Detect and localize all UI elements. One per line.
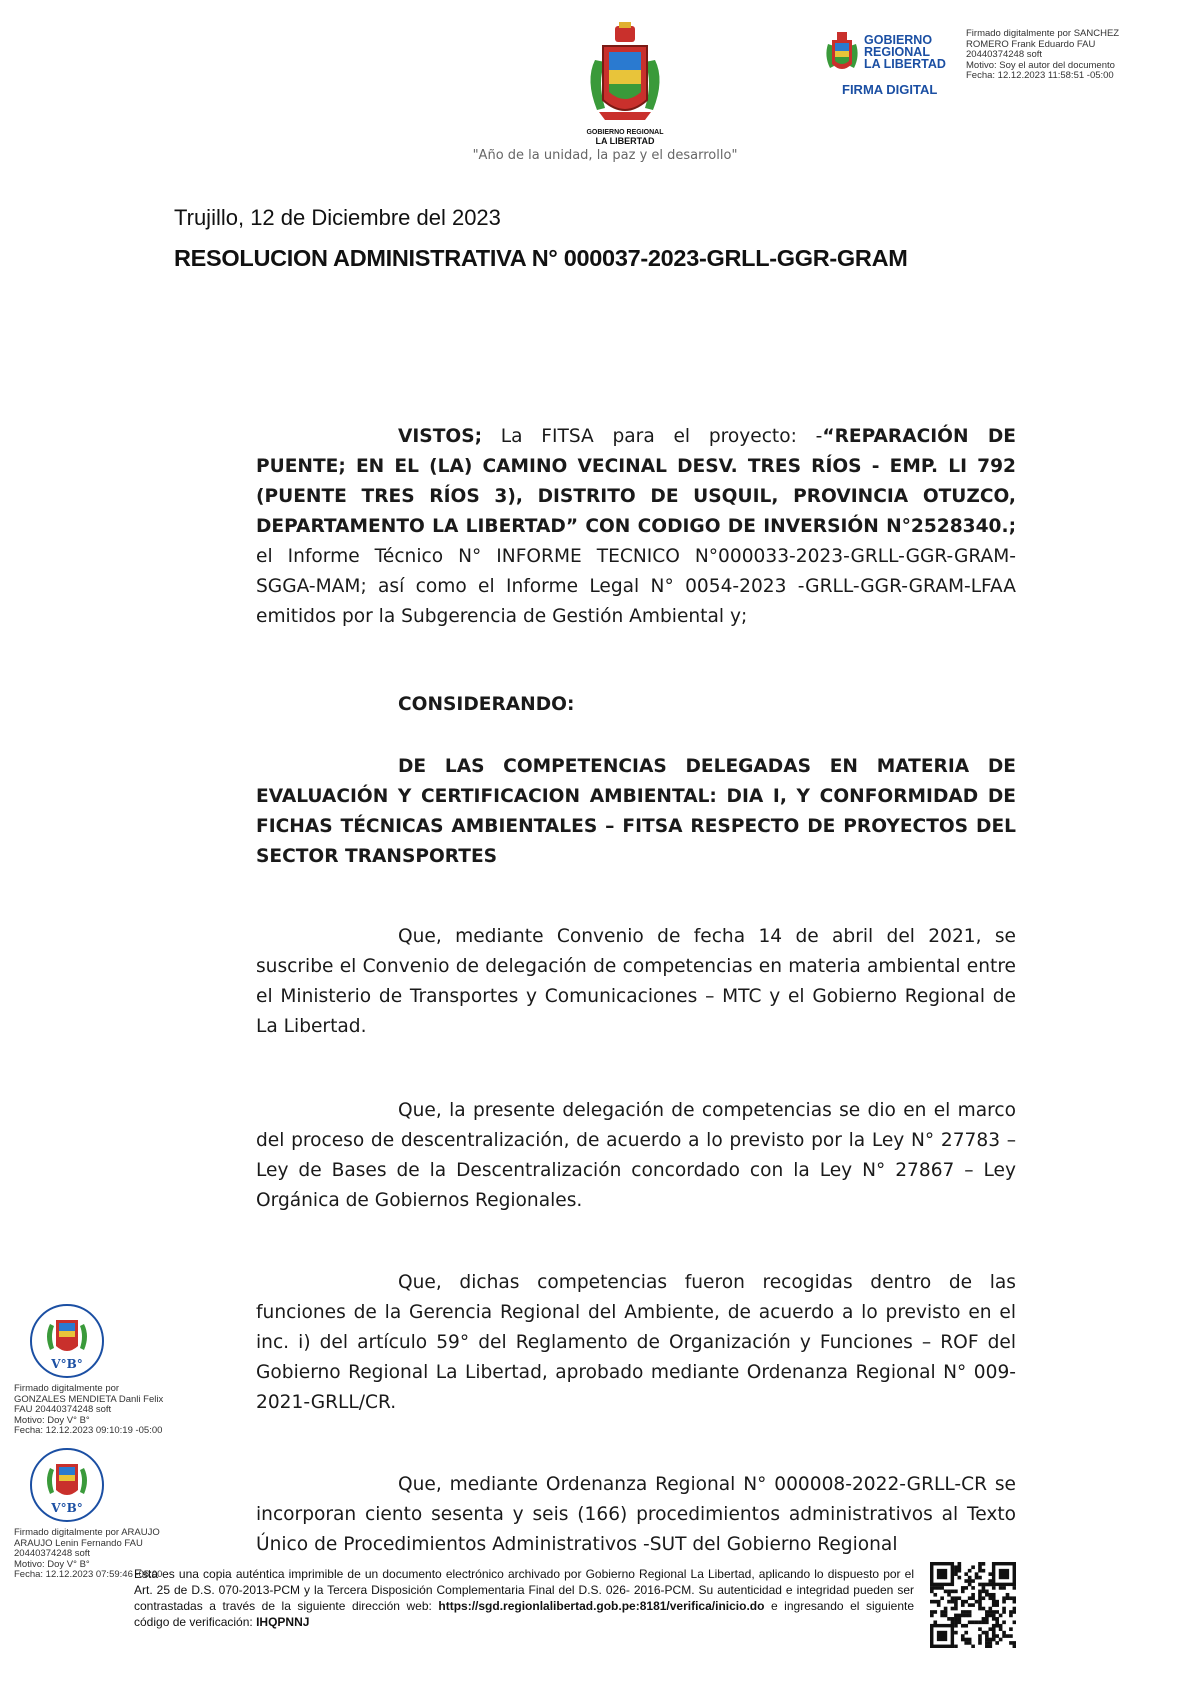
verification-code: IHQPNNJ: [256, 1615, 310, 1629]
paragraph-2: [256, 1096, 1016, 1216]
vobo-stamp-1: [28, 1302, 106, 1380]
verification-url-link[interactable]: https://sgd.regionlalibertad.gob.pe:8181/verifica/inicio.do: [438, 1599, 765, 1613]
paragraph-4-text: Que, mediante Ordenanza Regional N° 000008-2022-GRLL-CR se incorporan ciento sesenta y seis (166) procedimientos administrativos al Texto Único de Procedimientos Administrativos -SUT del Gobierno Regional: [256, 1474, 1016, 1555]
considerando-heading: [256, 690, 1016, 720]
signature-line: ROMERO Frank Eduardo FAU: [966, 38, 1096, 50]
vistos-label: VISTOS;: [398, 426, 483, 447]
stamp-line: Firmado digitalmente por ARAUJO: [14, 1527, 160, 1538]
vobo-stamp-1-text: [14, 1384, 184, 1437]
resolution-title: RESOLUCION ADMINISTRATIVA N° 000037-2023-GRLL-GGR-GRAM: [174, 245, 908, 271]
paragraph-3-text: Que, dichas competencias fueron recogidas dentro de las funciones de la Gerencia Regional del Ambiente, de acuerdo a lo previsto en el inc. i) del artículo 59° del Reglamento de Organización y Funciones – ROF del Gobierno Regional La Libertad, aprobado mediante Ordenanza Regional N° 009-2021-GRLL/CR.: [256, 1272, 1016, 1413]
qr-code-icon: [930, 1562, 1016, 1648]
crest-caption-1: GOBIERNO REGIONAL: [586, 129, 664, 136]
digital-signature-text: [966, 29, 1186, 82]
stamp-line: Fecha: 12.12.2023 07:59:46 -05:00: [14, 1569, 163, 1580]
crest-caption-2: LA LIBERTAD: [595, 136, 655, 146]
paragraph-3: [256, 1268, 1016, 1418]
paragraph-1: [256, 922, 1016, 1042]
vistos-project: “REPARACIÓN DE PUENTE; EN EL (LA) CAMINO VECINAL DESV. TRES RÍOS - EMP. LI 792 (PUENTE TRES RÍOS 3), DISTRITO DE USQUIL, PROVINCIA OTUZCO, DEPARTAMENTO LA LIBERTAD” CON CODIGO DE INVERSIÓN N°2528340.;: [256, 426, 1016, 537]
section-heading-text: DE LAS COMPETENCIAS DELEGADAS EN MATERIA DE EVALUACIÓN Y CERTIFICACION AMBIENTAL: DIA I, Y CONFORMIDAD DE FICHAS TÉCNICAS AMBIENTALES – FITSA RESPECTO DE PROYECTOS DEL SECTOR TRANSPORTES: [256, 756, 1016, 867]
year-motto: "Año de la unidad, la paz y el desarrollo": [472, 148, 738, 163]
vistos-text-2: el Informe Técnico N° INFORME TECNICO N°000033-2023-GRLL-GGR-GRAM-SGGA-MAM; así como el Informe Legal N° 0054-2023 -GRLL-GGR-GRAM-LFAA emitidos por la Subgerencia de Gestión Ambiental y;: [256, 546, 1016, 627]
section-heading: [256, 752, 1016, 872]
stamp-line: GONZALES MENDIETA Danli Felix: [14, 1393, 164, 1405]
city-date: Trujillo, 12 de Diciembre del 2023: [174, 205, 501, 230]
paragraph-1-text: Que, mediante Convenio de fecha 14 de abril del 2021, se suscribe el Convenio de delegación de competencias en materia ambiental entre el Ministerio de Transportes y Comunicaciones – MTC y el Gobierno Regional de La Libertad.: [256, 926, 1016, 1037]
stamp-line: Firmado digitalmente por: [14, 1383, 120, 1394]
stamp-line: ARAUJO Lenin Fernando FAU: [14, 1537, 143, 1549]
paragraph-2-text: Que, la presente delegación de competencias se dio en el marco del proceso de descentralización, de acuerdo a lo previsto por la Ley N° 27783 – Ley de Bases de la Descentralización concordado con la Ley N° 27867 – Ley Orgánica de Gobiernos Regionales.: [256, 1100, 1016, 1211]
firma-logo-line3: LA LIBERTAD: [864, 57, 946, 71]
stamp-line: Motivo: Doy V° B°: [14, 1414, 90, 1426]
considerando-label: CONSIDERANDO:: [398, 694, 575, 715]
signature-line: Fecha: 12.12.2023 11:58:51 -05:00: [966, 70, 1114, 81]
regional-crest-logo: [575, 20, 675, 148]
vistos-paragraph: [256, 422, 1016, 632]
firma-logo-line1: GOBIERNO: [864, 33, 933, 47]
vobo-label-2: V°B°: [51, 1501, 83, 1515]
stamp-line: Motivo: Doy V° B°: [14, 1558, 90, 1570]
signature-line: Motivo: Soy el autor del documento: [966, 59, 1115, 71]
stamp-line: Fecha: 12.12.2023 09:10:19 -05:00: [14, 1425, 163, 1436]
authenticity-footer: [134, 1566, 914, 1630]
firma-logo-line2: REGIONAL: [864, 45, 930, 59]
firma-digital-logo: [822, 30, 962, 96]
vobo-stamp-2: [28, 1446, 106, 1524]
footer-text-1: Esta es una copia auténtica imprimible de un documento electrónico archivado por Gobierno Regional La Libertad, aplicando lo dispuesto por el Art. 25 de D.S. 070-2013-PCM y la Tercera Disposición Complementaria Final del D.S. 026- 2016-PCM. Su autenticidad e integridad pueden ser contrastadas a través de la siguiente dirección web:: [134, 1567, 914, 1613]
stamp-line: FAU 20440374248 soft: [14, 1404, 112, 1415]
footer-text-2: e ingresando el siguiente código de verificación:: [134, 1599, 914, 1629]
vistos-text-1: La FITSA para el proyecto: -: [482, 426, 823, 447]
vobo-label-1: V°B°: [51, 1357, 83, 1371]
firma-digital-label: FIRMA DIGITAL: [842, 82, 938, 97]
paragraph-4: [256, 1470, 1016, 1560]
stamp-line: 20440374248 soft: [14, 1548, 91, 1559]
signature-line: Firmado digitalmente por SANCHEZ: [966, 28, 1120, 39]
signature-line: 20440374248 soft: [966, 49, 1043, 60]
mini-crest-icon: [822, 30, 862, 80]
